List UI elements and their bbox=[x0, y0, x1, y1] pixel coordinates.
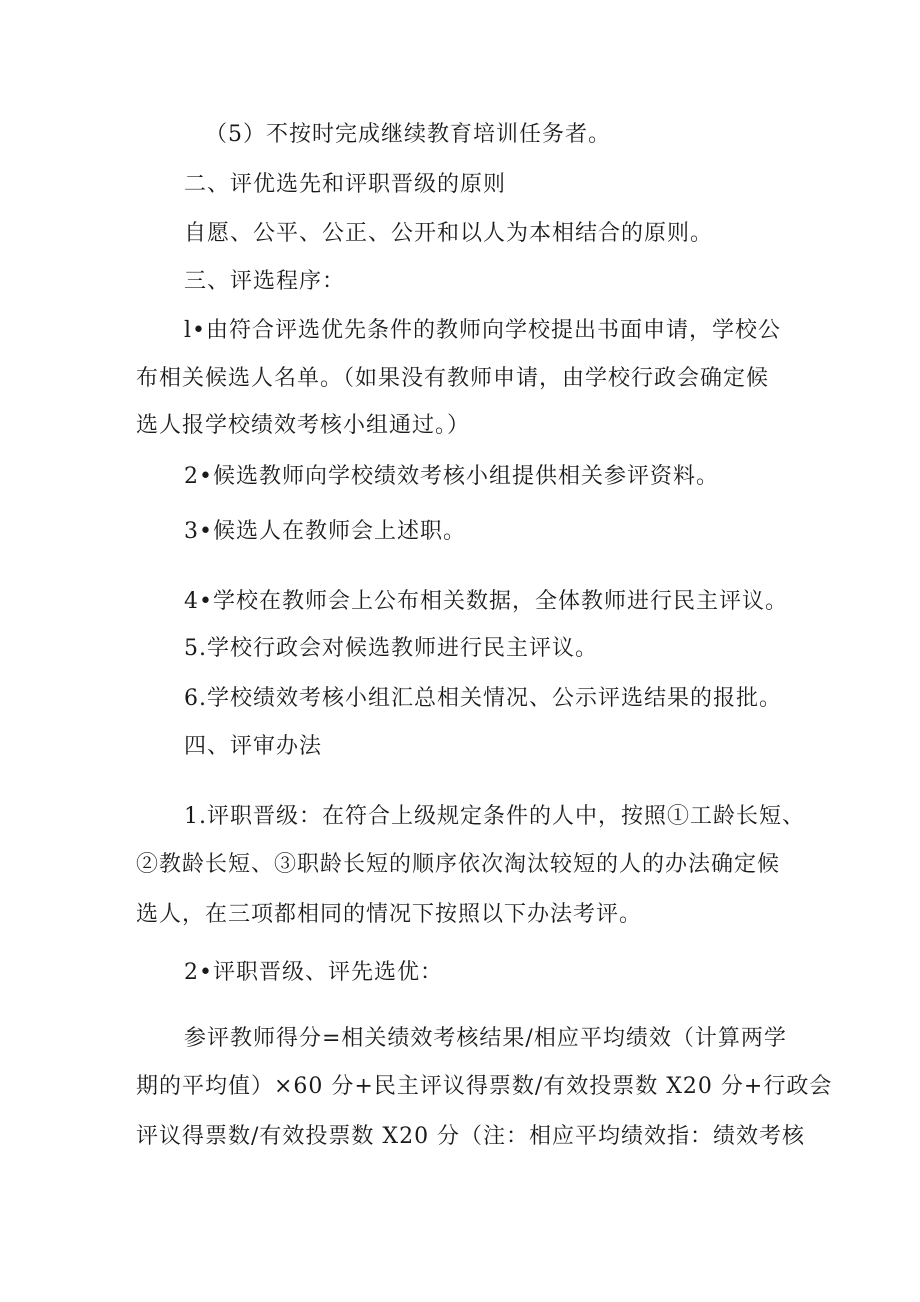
step-4-text: 4•学校在教师会上公布相关数据，全体教师进行民主评议。 bbox=[184, 589, 788, 614]
method-1-line-2: ②教龄长短、③职龄长短的顺序依次淘汰较短的人的办法确定候 bbox=[136, 852, 781, 877]
method-1-line-3: 选人，在三项都相同的情况下按照以下办法考评。 bbox=[136, 902, 643, 927]
formula-line-2: 期的平均值）×60 分+民主评议得票数/有效投票数 X20 分+行政会 bbox=[136, 1074, 833, 1099]
step-2-text: 2•候选教师向学校绩效考核小组提供相关参评资料。 bbox=[184, 464, 719, 489]
section-2-text: 自愿、公平、公正、公开和以人为本相结合的原则。 bbox=[184, 221, 714, 246]
step-5-text: 5.学校行政会对候选教师进行民主评议。 bbox=[184, 636, 598, 661]
formula-line-3: 评议得票数/有效投票数 X20 分（注：相应平均绩效指：绩效考核 bbox=[136, 1124, 806, 1149]
item-5-text: （5）不按时完成继续教育培训任务者。 bbox=[205, 122, 611, 147]
step-3-text: 3•候选人在教师会上述职。 bbox=[184, 519, 466, 544]
step-1-line-3: 选人报学校绩效考核小组通过。） bbox=[136, 413, 471, 438]
method-1-line-1: 1.评职晋级：在符合上级规定条件的人中，按照①工龄长短、 bbox=[184, 804, 805, 829]
section-2-heading: 二、评优选先和评职晋级的原则 bbox=[184, 172, 507, 197]
step-1-line-2: 布相关候选人名单。（如果没有教师申请，由学校行政会确定候 bbox=[136, 366, 770, 391]
step-1-line-1: l•由符合评选优先条件的教师向学校提出书面申请，学校公 bbox=[184, 318, 782, 343]
method-2-text: 2•评职晋级、评先选优： bbox=[184, 960, 443, 985]
step-6-text: 6.学校绩效考核小组汇总相关情况、公示评选结果的报批。 bbox=[184, 686, 782, 711]
formula-line-1: 参评教师得分=相关绩效考核结果/相应平均绩效（计算两学 bbox=[184, 1026, 787, 1051]
section-3-heading: 三、评选程序： bbox=[184, 269, 346, 294]
section-4-heading: 四、评审办法 bbox=[184, 734, 323, 759]
